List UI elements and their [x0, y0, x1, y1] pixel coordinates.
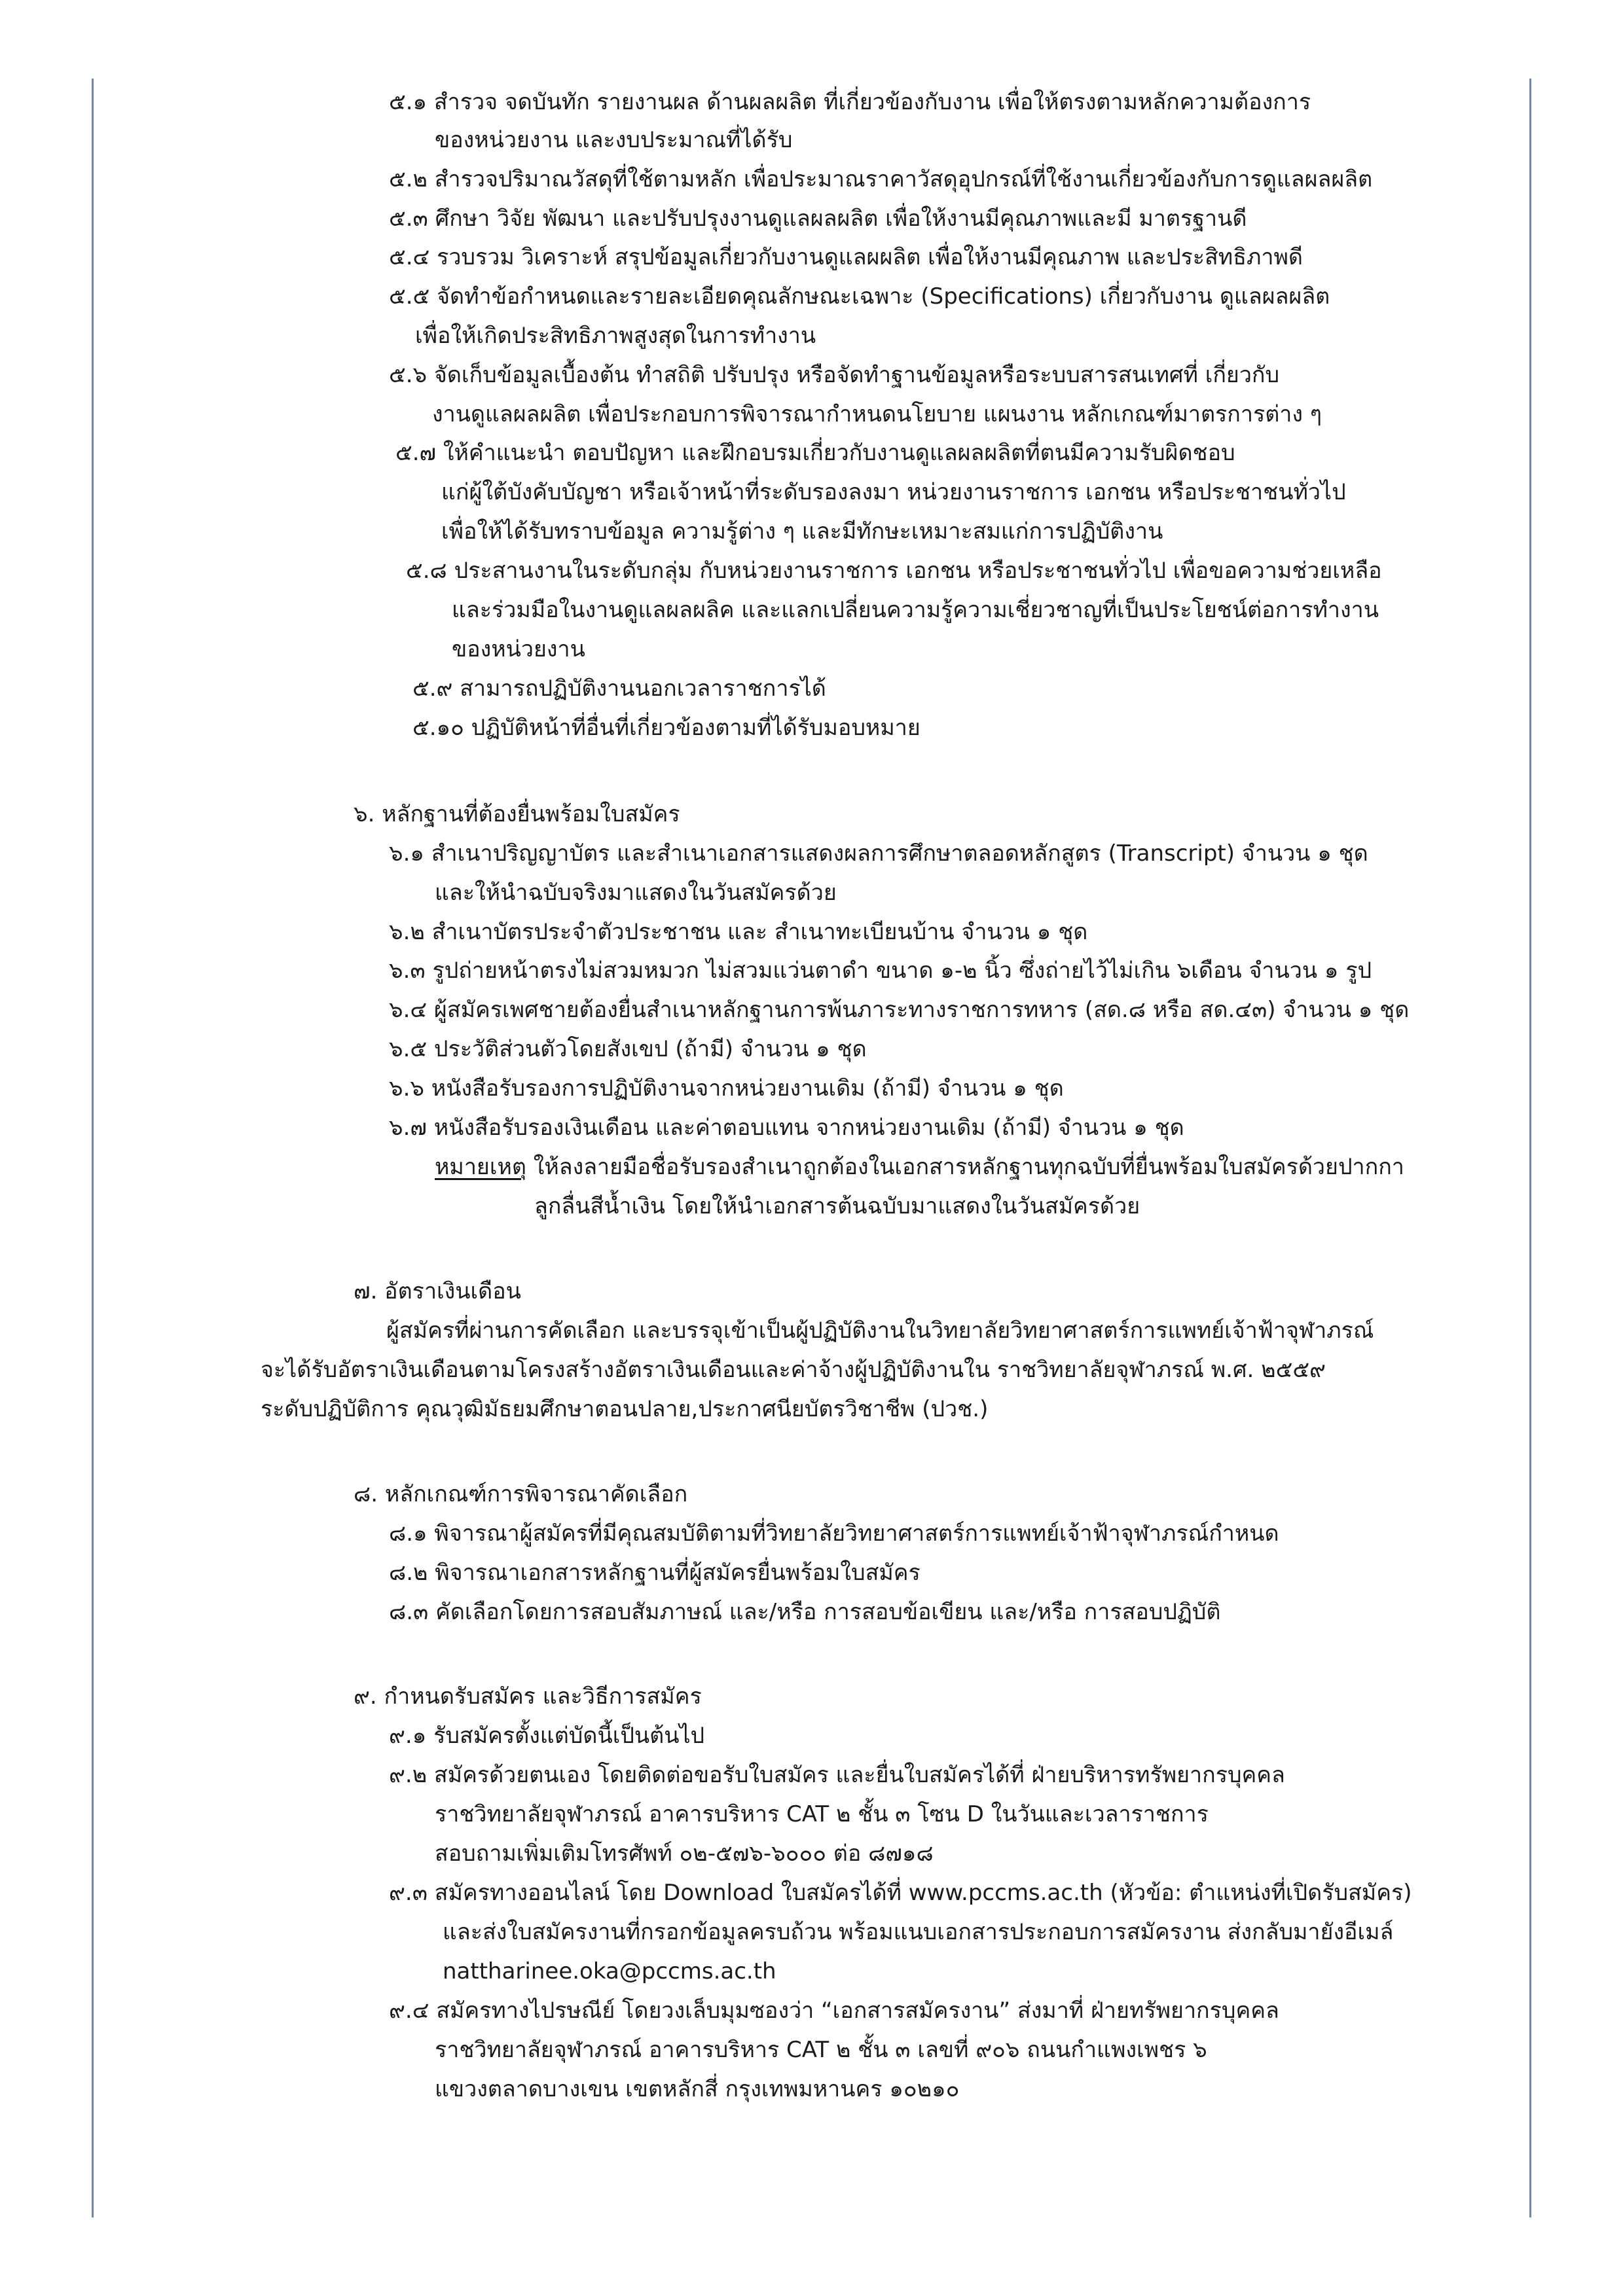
- item-6-3: ๖.๓ รูปถ่ายหน้าตรงไม่สวมหมวก ไม่สวมแว่นตาดำ ขนาด ๑-๒ นิ้ว ซึ่งถ่ายไว้ไม่เกิน ๖เดือน จำนวน ๑ รูป: [389, 958, 1372, 984]
- item-6-4: ๖.๔ ผู้สมัครเพศชายต้องยื่นสำเนาหลักฐานการพ้นภาระทางราชการทหาร (สด.๘ หรือ สด.๔๓) จำนวน ๑ ชุด: [389, 997, 1410, 1023]
- item-5-7-line-3: เพื่อให้ได้รับทราบข้อมูล ความรู้ต่าง ๆ และมีทักษะเหมาะสมแก่การปฏิบัติงาน: [441, 518, 1163, 545]
- section-7-line-2: จะได้รับอัตราเงินเดือนตามโครงสร้างอัตราเงินเดือนและค่าจ้างผู้ปฏิบัติงานใน ราชวิทยาลัยจุฬาภรณ์ พ.ศ. ๒๕๕๙: [261, 1357, 1326, 1383]
- item-5-9: ๕.๙ สามารถปฏิบัติงานนอกเวลาราชการได้: [412, 675, 826, 702]
- item-5-4: ๕.๔ รวบรวม วิเคราะห์ สรุปข้อมูลเกี่ยวกับงานดูแลผผลิต เพื่อให้งานมีคุณภาพ และประสิทธิภาพดี: [389, 244, 1303, 270]
- item-9-2-line-1: ๙.๒ สมัครด้วยตนเอง โดยติดต่อขอรับใบสมัคร และยื่นใบสมัครได้ที่ ฝ่ายบริหารทรัพยากรบุคคล: [389, 1762, 1285, 1788]
- item-6-1-line-1: ๖.๑ สำเนาปริญญาบัตร และสำเนาเอกสารแสดงผลการศึกษาตลอดหลักสูตร (Transcript) จำนวน ๑ ชุด: [389, 840, 1368, 867]
- item-6-1-line-2: และให้นำฉบับจริงมาแสดงในวันสมัครด้วย: [435, 880, 837, 906]
- item-8-3: ๘.๓ คัดเลือกโดยการสอบสัมภาษณ์ และ/หรือ การสอบข้อเขียน และ/หรือ การสอบปฏิบัติ: [389, 1599, 1221, 1625]
- item-8-1: ๘.๑ พิจารณาผู้สมัครที่มีคุณสมบัติตามที่วิทยาลัยวิทยาศาสตร์การแพทย์เจ้าฟ้าจุฬาภรณ์กำหนด: [389, 1520, 1279, 1547]
- item-5-8-line-2: และร่วมมือในงานดูแลผลผลิค และแลกเปลี่ยนความรู้ความเชี่ยวชาญที่เป็นประโยชน์ต่อการทำงาน: [452, 597, 1379, 623]
- item-5-3: ๕.๓ ศึกษา วิจัย พัฒนา และปรับปรุงงานดูแลผลผลิต เพื่อให้งานมีคุณภาพและมี มาตรฐานดี: [389, 206, 1247, 232]
- item-5-1-line-1: ๕.๑ สำรวจ จดบันทัก รายงานผล ด้านผลผลิต ที่เกี่ยวข้องกับงาน เพื่อให้ตรงตามหลักความต้องการ: [389, 89, 1311, 115]
- item-9-2-line-3: สอบถามเพิ่มเติมโทรศัพท์ ๐๒-๕๗๖-๖๐๐๐ ต่อ ๘๗๑๘: [435, 1840, 934, 1867]
- section-7-line-3: ระดับปฏิบัติการ คุณวุฒิมัธยมศึกษาตอนปลาย,ประกาศนียบัตรวิชาชีพ (ปวช.): [261, 1396, 989, 1422]
- item-9-2-line-2: ราชวิทยาลัยจุฬาภรณ์ อาคารบริหาร CAT ๒ ชั้น ๓ โซน D ในวันและเวลาราชการ: [435, 1801, 1209, 1827]
- item-6-7: ๖.๗ หนังสือรับรองเงินเดือน และค่าตอบแทน จากหน่วยงานเดิม (ถ้ามี) จำนวน ๑ ชุด: [389, 1115, 1184, 1141]
- item-9-4-line-3: แขวงตลาดบางเขน เขตหลักสี่ กรุงเทพมหานคร ๑๐๒๑๐: [435, 2076, 960, 2102]
- section-7-heading: ๗. อัตราเงินเดือน: [354, 1278, 521, 1304]
- note-label: หมายเหตุ: [435, 1154, 526, 1180]
- note-line-2: ลูกลื่นสีน้ำเงิน โดยให้นำเอกสารต้นฉบับมาแสดงในวันสมัครด้วย: [534, 1193, 1140, 1219]
- item-9-1: ๙.๑ รับสมัครตั้งแต่บัดนี้เป็นต้นไป: [389, 1723, 705, 1749]
- item-5-8-line-1: ๕.๘ ประสานงานในระดับกลุ่ม กับหน่วยงานราชการ เอกชน หรือประชาชนทั่วไป เพื่อขอความช่วยเหลือ: [406, 558, 1382, 584]
- note-line-1: [435, 1153, 1404, 1181]
- item-5-2: ๕.๒ สำรวจปริมาณวัสดุที่ใช้ตามหลัก เพื่อประมาณราคาวัสดุอุปกรณ์ที่ใช้งานเกี่ยวข้องกับการดูแลผลผลิต: [389, 166, 1373, 192]
- item-5-7-line-1: ๕.๗ ให้คำแนะนำ ตอบปัญหา และฝึกอบรมเกี่ยวกับงานดูแลผลผลิตที่ตนมีความรับผิดชอบ: [395, 440, 1235, 466]
- item-9-4-line-1: ๙.๔ สมัครทางไปรษณีย์ โดยวงเล็บมุมซองว่า “เอกสารสมัครงาน” ส่งมาที่ ฝ่ายทรัพยากรบุคคล: [389, 1998, 1279, 2024]
- right-margin-rule: [1529, 79, 1531, 2217]
- item-6-5: ๖.๕ ประวัติส่วนตัวโดยสังเขป (ถ้ามี) จำนวน ๑ ชุด: [389, 1036, 867, 1062]
- item-5-5-line-1: ๕.๕ จัดทำข้อกำหนดและรายละเอียดคุณลักษณะเฉพาะ (Specifications) เกี่ยวกับงาน ดูแลผลผลิต: [389, 283, 1330, 310]
- item-5-1-line-2: ของหน่วยงาน และงบประมาณที่ได้รับ: [435, 127, 793, 153]
- item-5-8-line-3: ของหน่วยงาน: [452, 636, 585, 662]
- item-9-3-line-1: ๙.๓ สมัครทางออนไลน์ โดย Download ใบสมัครได้ที่ www.pccms.ac.th (หัวข้อ: ตำแหน่งที่เปิดรับสมัคร): [389, 1880, 1412, 1906]
- item-5-10: ๕.๑๐ ปฏิบัติหน้าที่อื่นที่เกี่ยวข้องตามที่ได้รับมอบหมาย: [412, 715, 921, 741]
- item-6-6: ๖.๖ หนังสือรับรองการปฏิบัติงานจากหน่วยงานเดิม (ถ้ามี) จำนวน ๑ ชุด: [389, 1075, 1064, 1102]
- section-9-heading: ๙. กำหนดรับสมัคร และวิธีการสมัคร: [354, 1683, 702, 1710]
- item-5-5-line-2: เพื่อให้เกิดประสิทธิภาพสูงสุดในการทำงาน: [415, 323, 816, 349]
- section-6-heading: ๖. หลักฐานที่ต้องยื่นพร้อมใบสมัคร: [354, 801, 680, 827]
- section-7-line-1: ผู้สมัครที่ผ่านการคัดเลือก และบรรจุเข้าเป็นผู้ปฏิบัติงานในวิทยาลัยวิทยาศาสตร์การแพทย์เจ้าฟ้าจุฬาภรณ์: [386, 1318, 1374, 1344]
- note-text: ให้ลงลายมือชื่อรับรองสำเนาถูกต้องในเอกสารหลักฐานทุกฉบับที่ยื่นพร้อมใบสมัครด้วยปากกา: [526, 1154, 1404, 1180]
- item-5-7-line-2: แก่ผู้ใต้บังคับบัญชา หรือเจ้าหน้าที่ระดับรองลงมา หน่วยงานราชการ เอกชน หรือประชาชนทั่วไป: [441, 479, 1346, 505]
- left-margin-rule: [92, 79, 94, 2217]
- item-9-3-line-3: nattharinee.oka@pccms.ac.th: [443, 1958, 776, 1984]
- item-9-4-line-2: ราชวิทยาลัยจุฬาภรณ์ อาคารบริหาร CAT ๒ ชั้น ๓ เลขที่ ๙๐๖ ถนนกำแพงเพชร ๖: [435, 2037, 1207, 2063]
- item-8-2: ๘.๒ พิจารณาเอกสารหลักฐานที่ผู้สมัครยื่นพร้อมใบสมัคร: [389, 1560, 921, 1586]
- item-5-6-line-2: งานดูแลผลผลิต เพื่อประกอบการพิจารณากำหนดนโยบาย แผนงาน หลักเกณฑ์มาตรการต่าง ๆ: [432, 401, 1322, 427]
- item-5-6-line-1: ๕.๖ จัดเก็บข้อมูลเบื้องต้น ทำสถิติ ปรับปรุง หรือจัดทำฐานข้อมูลหรือระบบสารสนเทศที่ เกี่ยวกับ: [389, 362, 1280, 388]
- item-9-3-line-2: และส่งใบสมัครงานที่กรอกข้อมูลครบถ้วน พร้อมแนบเอกสารประกอบการสมัครงาน ส่งกลับมายังอีเมล์: [443, 1919, 1394, 1945]
- section-8-heading: ๘. หลักเกณฑ์การพิจารณาคัดเลือก: [354, 1481, 688, 1507]
- item-6-2: ๖.๒ สำเนาบัตรประจำตัวประชาชน และ สำเนาทะเบียนบ้าน จำนวน ๑ ชุด: [389, 919, 1088, 945]
